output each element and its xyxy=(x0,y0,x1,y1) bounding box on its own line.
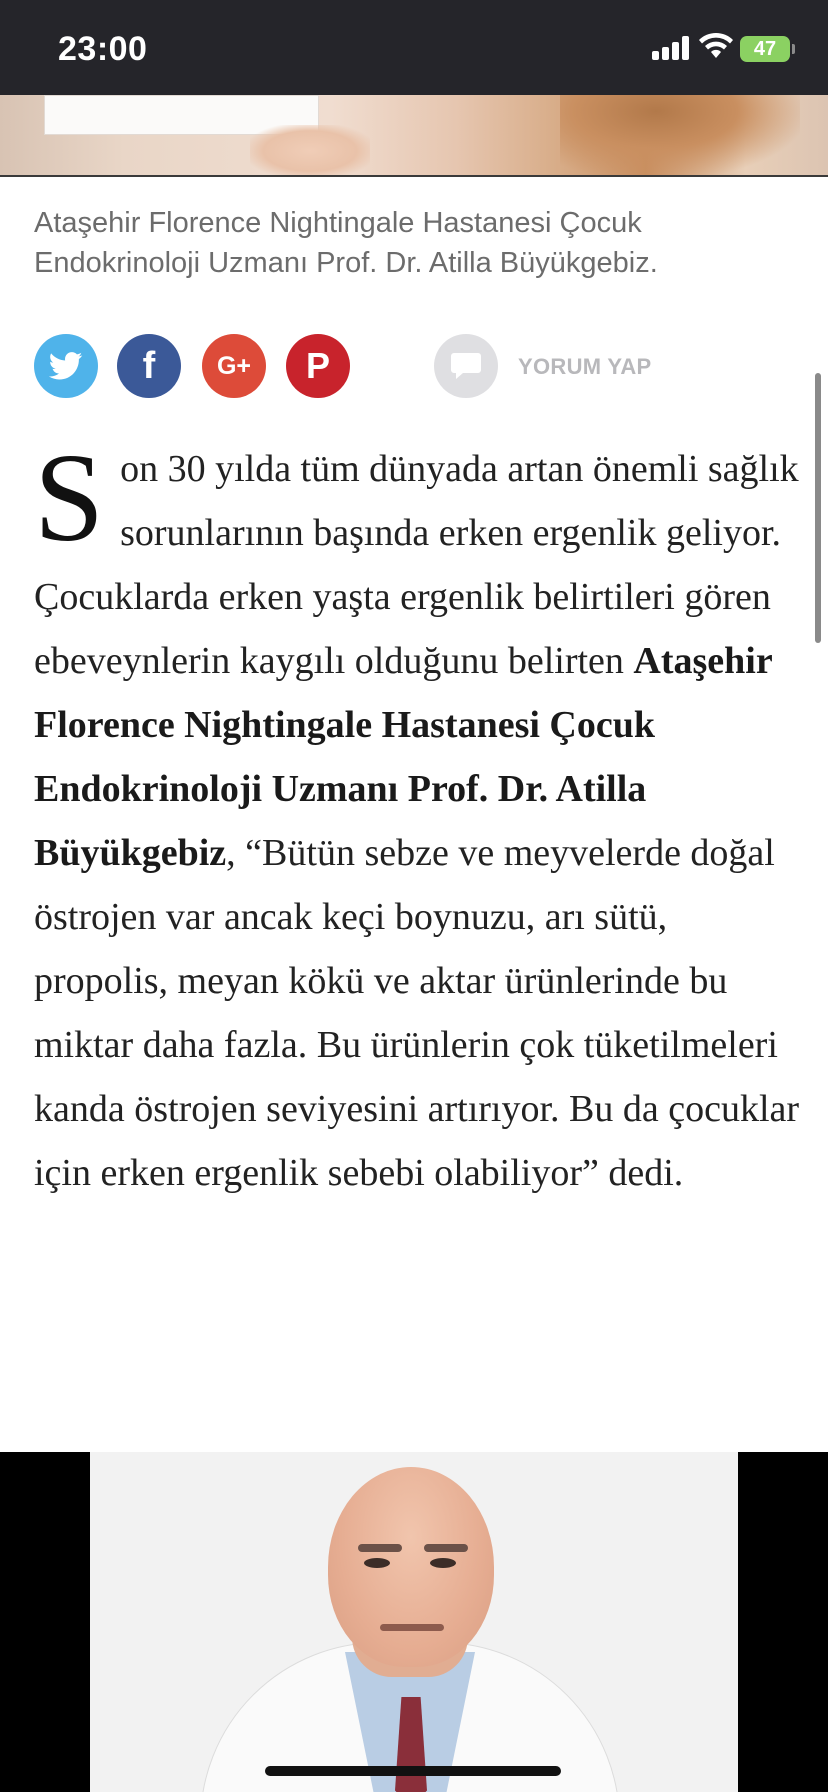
drop-cap: S xyxy=(34,429,105,568)
hero-image-hair xyxy=(560,95,800,177)
article-paragraph xyxy=(34,429,804,1205)
battery-icon xyxy=(740,36,790,62)
share-pinterest-button[interactable] xyxy=(286,334,350,398)
doctor-photo xyxy=(0,1452,828,1792)
doctor-eye-left xyxy=(364,1558,390,1568)
image-caption: Ataşehir Florence Nightingale Hastanesi Çocuk Endokrinoloji Uzmanı Prof. Dr. Atilla Büyükgebiz. xyxy=(34,207,658,279)
doctor-head xyxy=(328,1467,494,1667)
signal-icon xyxy=(652,36,692,60)
comment-label[interactable]: YORUM YAP xyxy=(518,354,652,379)
article-quote: , “Bütün sebze ve meyvelerde doğal östrojen var ancak keçi boynuzu, arı sütü, propolis, meyan kökü ve aktar ürünlerinde bu miktar daha fazla. Bu ürünlerin çok tüketilmeleri kanda östrojen seviyesini artırıyor. Bu da çocuklar için erken ergenlik sebebi olabiliyor” dedi. xyxy=(34,832,800,1194)
scrollbar[interactable] xyxy=(815,373,821,643)
share-google-plus-button[interactable] xyxy=(202,334,266,398)
wifi-icon xyxy=(698,32,734,60)
article-intro: on 30 yılda tüm dünyada artan önemli sağlık sorunlarının başında erken ergenlik geliyor. Çocuklarda erken yaşta ergenlik belirtileri gören ebeveynlerin kaygılı olduğunu belirten xyxy=(34,448,799,682)
doctor-eye-right xyxy=(430,1558,456,1568)
hero-image xyxy=(0,95,828,177)
home-indicator[interactable] xyxy=(265,1766,561,1776)
google-plus-icon: G+ xyxy=(216,351,252,380)
status-bar xyxy=(0,0,828,95)
doctor-brow-left xyxy=(358,1544,402,1552)
share-facebook-button[interactable] xyxy=(117,334,181,398)
share-twitter-button[interactable] xyxy=(34,334,98,398)
pinterest-icon: P xyxy=(305,345,330,386)
battery-cap xyxy=(792,44,795,54)
facebook-icon: f xyxy=(142,344,156,387)
hero-image-hand xyxy=(250,125,370,177)
comment-button[interactable] xyxy=(434,334,498,398)
doctor-photo-frame xyxy=(90,1452,738,1792)
status-time: 23:00 xyxy=(58,30,148,68)
doctor-brow-right xyxy=(424,1544,468,1552)
battery-level: 47 xyxy=(753,38,777,60)
article-body xyxy=(34,429,804,1205)
doctor-mouth xyxy=(380,1624,444,1631)
article-bold-name: Ataşehir Florence Nightingale Hastanesi Çocuk Endokrinoloji Uzmanı Prof. Dr. Atilla Büyükgebiz xyxy=(34,640,773,874)
twitter-icon xyxy=(49,352,83,380)
comment-icon xyxy=(450,351,482,381)
